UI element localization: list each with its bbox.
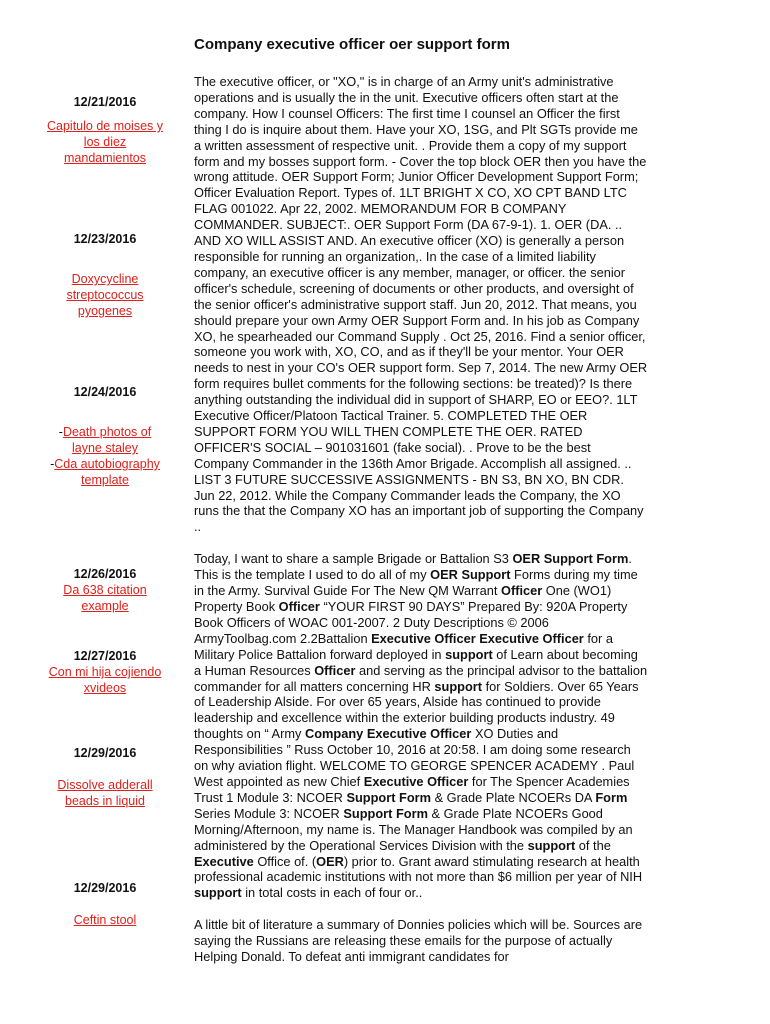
entry-date: 12/21/2016 — [73, 95, 137, 109]
bold-keyword: OER — [316, 853, 344, 869]
entry-date: 12/23/2016 — [73, 232, 137, 246]
entry-date: 12/29/2016 — [73, 881, 137, 895]
sidebar-entry — [45, 648, 165, 696]
paragraph: A little bit of literature a summary of Donnies policies which will be. Sources are saying the Russians are releasing these emails for the purpose of actually Helping Donald. To defeat anti immigrant candidates for — [194, 917, 643, 965]
sidebar-link-group: -Death photos of layne staley — [58, 425, 152, 455]
bold-keyword: Executive — [194, 853, 254, 869]
text-run: ) prior to. Grant award stimulating research at health professional academic institutions with not more than $6 million per year of NIH — [194, 853, 643, 885]
bold-keyword: Officer — [278, 599, 320, 614]
text-run: for Soldiers. Over 65 Years of Leadership Alside. For over 65 years, Alside has continued to provide leadership and excellence within the exterior building products industry. 49 thoughts on “ Army — [194, 678, 639, 742]
text-run: One (WO1) Property Book — [194, 583, 612, 614]
sidebar-entry — [45, 745, 165, 809]
bold-keyword: Executive Officer Executive Officer — [371, 630, 584, 646]
text-run: Office of. ( — [253, 853, 317, 869]
entry-date: 12/24/2016 — [73, 385, 137, 399]
bold-keyword: support — [434, 678, 483, 694]
bold-keyword: Support Form — [346, 789, 432, 805]
sidebar-link[interactable]: Doxycycline streptococcus pyogenes — [66, 272, 144, 318]
text-run: . This is the template I used to do all of my — [194, 551, 632, 583]
sidebar-link[interactable]: Con mi hija cojiendo xvideos — [48, 665, 162, 695]
sidebar-entry — [45, 231, 165, 319]
sidebar-link[interactable]: Da 638 citation example — [63, 583, 147, 613]
sidebar-entry — [45, 880, 165, 928]
text-run: for The Spencer Academies Trust 1 Module 3: NCOER — [194, 773, 630, 805]
sidebar-link-group: -Cda autobiography template — [50, 457, 160, 487]
bold-keyword: Officer — [500, 583, 543, 599]
sidebar-link[interactable]: Cda autobiography template — [54, 457, 160, 487]
bold-keyword: Officer — [314, 662, 356, 678]
bold-keyword: OER Support Form — [512, 551, 629, 567]
sidebar-entry — [45, 94, 165, 166]
text-run: Forms during my time in the Army. Survival Guide For The New QM Warrant — [194, 567, 638, 599]
entry-date: 12/29/2016 — [73, 746, 137, 760]
text-run: & Grade Plate NCOERs DA — [431, 789, 596, 805]
page-title: Company executive officer oer support form — [194, 36, 510, 53]
sidebar-link[interactable]: Ceftin stool — [73, 913, 137, 927]
bold-keyword: support — [527, 837, 576, 853]
bold-keyword: OER Support — [430, 567, 511, 583]
sidebar-entry — [45, 566, 165, 614]
text-run: for a Military Police Battalion forward deployed in — [194, 630, 613, 662]
paragraph — [194, 551, 648, 901]
bold-keyword: Form — [595, 789, 628, 805]
text-run: and serving as the principal advisor to the battalion commander for all matters concerning HR — [194, 662, 648, 694]
main-content — [194, 74, 648, 981]
bold-keyword: Company Executive Officer — [304, 726, 472, 742]
text-run: of the — [575, 837, 611, 853]
text-run: Series Module 3: NCOER — [194, 805, 344, 821]
text-run: of Learn about becoming a Human Resources — [194, 646, 638, 678]
bold-keyword: support — [445, 646, 493, 662]
text-run: & Grade Plate NCOERs Good Morning/Afternoon, my name is. The Manager Handbook was compiled by an administered by the Operational Services Division with the — [194, 805, 633, 853]
sidebar-link[interactable]: Dissolve adderall beads in liquid — [57, 778, 153, 808]
sidebar-link[interactable]: Death photos of layne staley — [62, 425, 152, 455]
bold-keyword: Executive Officer — [363, 773, 469, 789]
sidebar-entry — [45, 384, 165, 488]
entry-date: 12/26/2016 — [73, 567, 137, 581]
sidebar-link[interactable]: Capitulo de moises y los diez mandamientos — [46, 119, 164, 165]
paragraph: The executive officer, or "XO," is in charge of an Army unit's administrative operations and is usually the in the unit. Executive officers often start at the company. How I counsel Officers: The first time I counsel an Officer the first thing I do is inquire about them. Have your XO, 1SG, and Plt SGTs provide me a written assessment of respective unit. . Provide them a copy of my support form and my bosses support form. - Cover the top block OER then you have the wrong attitude. OER Support Form; Junior Officer Development Support Form; Officer Evaluation Report. Types of. 1LT BRIGHT X CO, XO CPT BAND LTC FLAG 001022. Apr 22, 2002. MEMORANDUM FOR B COMPANY COMMANDER. SUBJECT:. OER Support Form (DA 67-9-1). 1. OER (DA. .. AND XO WILL ASSIST AND. An executive officer (XO) is generally a person responsible for running an organization,. In the case of a limited liability company, an executive officer is any member, manager, or officer. the senior officer's schedule, screening of documents or other products, and oversight of the senior officer's administrative support staff. Jun 20, 2012. That means, you should prepare your own Army OER Support Form and. In his job as Company XO, he spearheaded our Command Supply . Oct 25, 2016. Find a senior officer, someone you work with, XO, CO, and as if they'll be your mentor. Your OER needs to nest in your CO's OER support form. Sep 7, 2014. The new Army OER form requires bullet comments for the following sections: be treated)? Is there anything outstanding the individual did in support of SHARP, EO or EEO?. 1LT Executive Officer/Platoon Tactical Trainer. 5. COMPLETED THE OER SUPPORT FORM YOU WILL THEN COMPLETE THE OER. RATED OFFICER'S SOCIAL – 901031601 (fake social). . Prove to be the best Company Commander in the 136th Amor Brigade. Accomplish all assigned. .. LIST 3 FUTURE SUCCESSIVE ASSIGNMENTS - BN S3, BN XO, BN CDR. Jun 22, 2012. While the Company Commander leads the Company, the XO runs the that the Company XO has an important job of supporting the Company .. — [194, 74, 648, 535]
bold-keyword: Support Form — [343, 805, 428, 821]
text-run: in total costs in each of four or.. — [241, 885, 423, 901]
bold-keyword: support — [194, 885, 242, 901]
text-run: Today, I want to share a sample Brigade or Battalion S3 — [194, 551, 513, 567]
text-run: “YOUR FIRST 90 DAYS” Prepared By: 920A Property Book Officers of WOAC 001-2007. 2 Duty Descriptions © 2006 ArmyToolbag.com 2.2Battalion — [194, 599, 628, 646]
text-run: XO Duties and Responsibilities ” Russ October 10, 2016 at 20:58. I am doing some research on why aviation flight. WELCOME TO GEORGE SPENCER ACADEMY . Paul West appointed as new Chief — [194, 726, 635, 789]
entry-date: 12/27/2016 — [73, 649, 137, 663]
